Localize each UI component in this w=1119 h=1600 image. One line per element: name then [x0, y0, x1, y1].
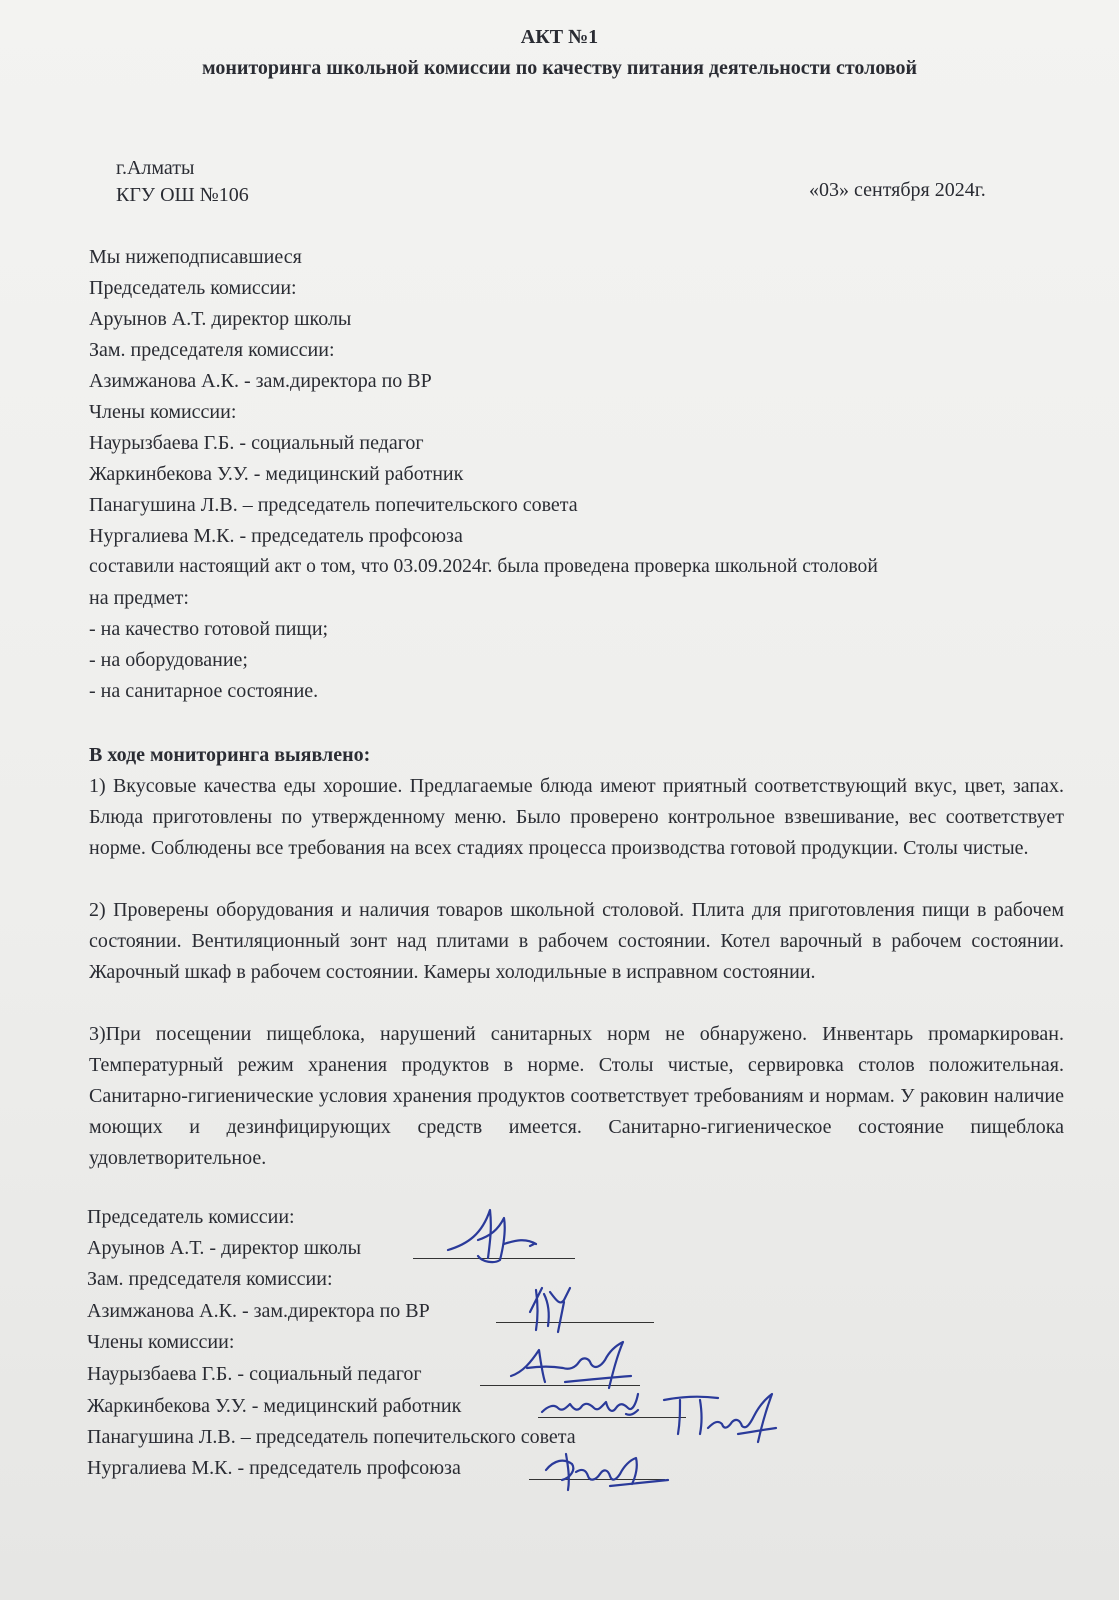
- city: г.Алматы: [116, 157, 195, 179]
- sign-member: Жаркинбекова У.У. - медицинский работник: [87, 1395, 462, 1417]
- signature-member-4: [540, 1446, 675, 1496]
- intro-deputy: Азимжанова А.К. - зам.директора по ВР: [89, 370, 432, 392]
- intro-member: Наурызбаева Г.Б. - социальный педагог: [89, 432, 424, 454]
- document-subtitle: мониторинга школьной комиссии по качеству питания деятельности столовой: [201, 57, 918, 79]
- subject-item: - на оборудование;: [89, 649, 248, 671]
- finding-item-3: 3)При посещении пищеблока, нарушений санитарных норм не обнаружено. Инвентарь промаркирован. Температурный режим хранения продуктов в норме. Столы чистые, сервировка столов положительная. Санитарно-гигиенические условия хранения продуктов соответствует требованиям и нормам. У раковин наличие моющих и дезинфицирующих средств имеется. Санитарно-гигиеническое состояние пищеблока удовлетворительное.: [89, 1023, 1064, 1169]
- document-title: АКТ №1: [520, 26, 599, 48]
- sign-deputy: Азимжанова А.К. - зам.директора по ВР: [87, 1300, 430, 1322]
- intro-deputy-label: Зам. председателя комиссии:: [89, 339, 335, 361]
- sign-member: Панагушина Л.В. – председатель попечительского совета: [87, 1426, 576, 1448]
- subject-item: - на санитарное состояние.: [89, 680, 319, 702]
- sign-member: Наурызбаева Г.Б. - социальный педагог: [87, 1363, 422, 1385]
- finding-item-2: 2) Проверены оборудования и наличия товаров школьной столовой. Плита для приготовления пищи в рабочем состоянии. Вентиляционный зонт над плитами в рабочем состоянии. Котел варочный в рабочем состоянии. Жарочный шкаф в рабочем состоянии. Камеры холодильные в исправном состоянии.: [89, 899, 1064, 983]
- findings-heading: В ходе мониторинга выявлено:: [89, 744, 371, 766]
- sign-chair-label: Председатель комиссии:: [87, 1206, 295, 1228]
- sign-members-label: Члены комиссии:: [87, 1331, 235, 1353]
- intro-subject-label: на предмет:: [89, 587, 189, 609]
- signature-deputy: [520, 1282, 580, 1338]
- school-name: КГУ ОШ №106: [116, 184, 249, 206]
- intro-chair: Аруынов А.Т. директор школы: [89, 308, 352, 330]
- sign-deputy-label: Зам. председателя комиссии:: [87, 1268, 333, 1290]
- intro-members-label: Члены комиссии:: [89, 401, 237, 423]
- document-date: «03» сентября 2024г.: [809, 179, 986, 201]
- signature-member-3: [658, 1384, 783, 1448]
- intro-member: Панагушина Л.В. – председатель попечительского совета: [89, 494, 578, 516]
- intro-we: Мы нижеподписавшиеся: [89, 246, 302, 268]
- finding-item-1: 1) Вкусовые качества еды хорошие. Предлагаемые блюда имеют приятный соответствующий вкус, цвет, запах. Блюда приготовлены по утвержденному меню. Было проверено контрольное взвешивание, вес соответствует норме. Соблюдены все требования на всех стадиях процесса производства готовой продукции. Столы чистые.: [89, 775, 1064, 859]
- subject-item: - на качество готовой пищи;: [89, 618, 329, 640]
- signature-member-2: [538, 1386, 648, 1426]
- sign-chair: Аруынов А.Т. - директор школы: [87, 1237, 362, 1259]
- intro-statement: составили настоящий акт о том, что 03.09.2024г. была проведена проверка школьной столовой: [89, 556, 878, 577]
- intro-chair-label: Председатель комиссии:: [89, 277, 297, 299]
- signature-chair: [438, 1200, 548, 1272]
- intro-member: Жаркинбекова У.У. - медицинский работник: [89, 463, 464, 485]
- sign-member: Нургалиева М.К. - председатель профсоюза: [87, 1457, 461, 1479]
- intro-member: Нургалиева М.К. - председатель профсоюза: [89, 525, 463, 547]
